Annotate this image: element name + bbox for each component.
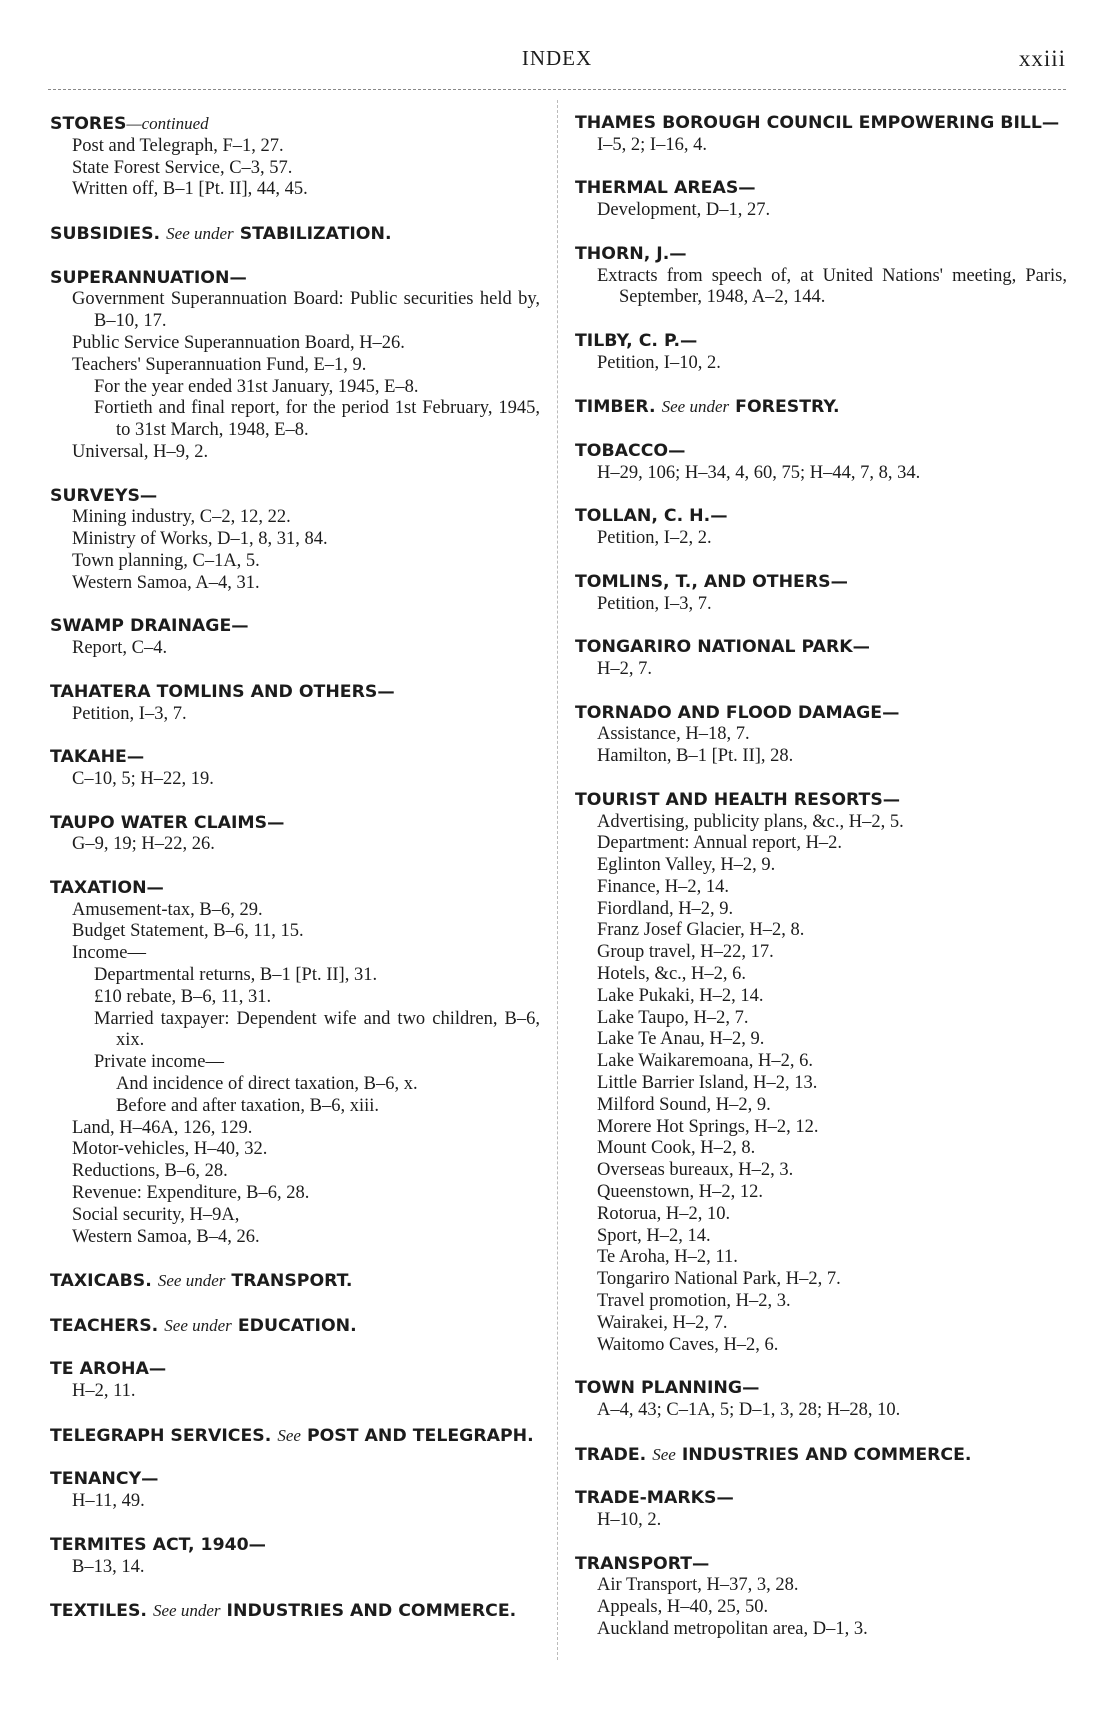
entry-heading <box>575 178 1067 200</box>
entry-subitem: Auckland metropolitan area, D–1, 3. <box>597 1618 868 1639</box>
entry-subitem: Teachers' Superannuation Fund, E–1, 9. <box>72 354 367 375</box>
heading-text: SURVEYS— <box>50 485 158 506</box>
index-entry <box>50 1315 540 1338</box>
see-label: See under <box>164 1315 232 1335</box>
entry-heading <box>50 113 540 136</box>
heading-text: TAXATION— <box>50 877 164 898</box>
entry-subitem: Little Barrier Island, H–2, 13. <box>597 1073 818 1094</box>
index-entry <box>50 682 540 726</box>
index-entry <box>50 268 540 464</box>
entry-subitem: Extracts from speech of, at United Nations' meeting, Paris, September, 1948, A–2, 144. <box>597 265 1067 308</box>
entry-subitem: Lake Pukaki, H–2, 14. <box>597 985 764 1006</box>
entry-subitem: Income— <box>72 943 146 964</box>
entry-subitem: Revenue: Expenditure, B–6, 28. <box>72 1183 310 1204</box>
index-entry <box>575 1554 1067 1641</box>
index-entry <box>50 486 540 595</box>
entry-subitem: Ministry of Works, D–1, 8, 31, 84. <box>72 529 328 550</box>
entry-subitem: H–2, 7. <box>597 658 652 679</box>
entry-heading <box>50 1359 540 1381</box>
entry-subitem: Milford Sound, H–2, 9. <box>597 1094 771 1115</box>
entry-subitem: Advertising, publicity plans, &c., H–2, 5. <box>597 811 904 832</box>
entry-subitem: Travel promotion, H–2, 3. <box>597 1291 791 1312</box>
entry-subitem: H–10, 2. <box>597 1510 662 1530</box>
index-entry <box>575 113 1067 157</box>
entry-subitem: Wairakei, H–2, 7. <box>597 1312 728 1333</box>
entry-subitem: Rotorua, H–2, 10. <box>597 1203 731 1224</box>
entry-heading <box>575 441 1067 463</box>
entry-heading <box>575 113 1067 135</box>
heading-text: TAXICABS. <box>50 1271 152 1292</box>
entry-subitem: Eglinton Valley, H–2, 9. <box>597 855 776 876</box>
index-entry <box>575 441 1067 485</box>
cross-reference <box>50 223 540 246</box>
reference-target: STABILIZATION. <box>239 223 392 244</box>
index-entry <box>575 396 1067 419</box>
reference-target: INDUSTRIES AND COMMERCE. <box>681 1444 972 1465</box>
header-rule <box>48 89 1066 90</box>
entry-subitem: Western Samoa, A–4, 31. <box>72 572 260 593</box>
entry-heading <box>50 682 540 704</box>
heading-text: TEACHERS. <box>50 1315 159 1336</box>
index-entry <box>50 878 540 1249</box>
entry-subitem: Petition, I–3, 7. <box>72 703 187 724</box>
heading-text: TENANCY— <box>50 1469 159 1490</box>
cross-reference <box>575 396 1067 419</box>
entry-heading <box>50 1535 540 1557</box>
entry-subitem: H–29, 106; H–34, 4, 60, 75; H–44, 7, 8, 34. <box>597 462 921 483</box>
entry-subitem: Reductions, B–6, 28. <box>72 1161 228 1182</box>
page-header <box>0 46 1114 76</box>
index-entry <box>575 572 1067 616</box>
heading-text: TILBY, C. P.— <box>575 330 698 351</box>
entry-subitem: Motor-vehicles, H–40, 32. <box>72 1139 268 1160</box>
entry-heading <box>50 878 540 900</box>
entry-subitem: For the year ended 31st January, 1945, E–8. <box>94 376 419 397</box>
cross-reference <box>50 1270 540 1293</box>
entry-subitem: Universal, H–9, 2. <box>72 441 209 462</box>
continued-label: —continued <box>126 114 209 133</box>
entry-subitem: Hamilton, B–1 [Pt. II], 28. <box>597 746 794 767</box>
see-label: See <box>652 1444 676 1464</box>
reference-target: INDUSTRIES AND COMMERCE. <box>226 1601 517 1622</box>
index-entry <box>575 1444 1067 1467</box>
heading-text: TOLLAN, C. H.— <box>575 506 728 527</box>
entry-subitem: Land, H–46A, 126, 129. <box>72 1117 253 1138</box>
index-entry <box>575 331 1067 375</box>
entry-subitem: Report, C–4. <box>72 638 168 659</box>
index-column-right <box>575 113 1067 1663</box>
entry-heading <box>50 268 540 290</box>
index-entry <box>575 178 1067 222</box>
heading-text: TRADE. <box>575 1444 647 1465</box>
page-title: INDEX <box>521 46 593 70</box>
cross-reference <box>575 1444 1067 1467</box>
cross-reference <box>50 1600 540 1623</box>
entry-subitem: Finance, H–2, 14. <box>597 876 730 897</box>
entry-subitem: B–13, 14. <box>72 1556 145 1577</box>
entry-subitem: Department: Annual report, H–2. <box>597 833 843 854</box>
entry-subitem: Private income— <box>94 1052 224 1073</box>
entry-subitem: Mount Cook, H–2, 8. <box>597 1138 756 1159</box>
heading-text: TOURIST AND HEALTH RESORTS— <box>575 789 901 810</box>
index-entry <box>575 244 1067 309</box>
reference-target: FORESTRY. <box>735 397 840 418</box>
entry-subitem: Amusement-tax, B–6, 29. <box>72 899 263 920</box>
page-number: xxiii <box>1018 46 1066 71</box>
index-entry <box>50 1469 540 1513</box>
index-entry <box>575 637 1067 681</box>
entry-subitem: Tongariro National Park, H–2, 7. <box>597 1269 841 1290</box>
see-label: See under <box>157 1271 226 1291</box>
reference-target: TRANSPORT. <box>231 1271 353 1292</box>
index-entry <box>50 616 540 660</box>
entry-heading <box>575 1554 1067 1576</box>
index-entry <box>50 223 540 246</box>
see-label: See under <box>153 1601 221 1621</box>
heading-text: TELEGRAPH SERVICES. <box>50 1425 272 1446</box>
entry-heading <box>575 331 1067 353</box>
heading-text: TOBACCO— <box>575 440 686 461</box>
entry-heading <box>575 1488 1067 1510</box>
entry-subitem: Post and Telegraph, F–1, 27. <box>72 135 284 156</box>
heading-text: THORN, J.— <box>575 243 687 264</box>
entry-subitem: Sport, H–2, 14. <box>597 1225 711 1246</box>
heading-text: TORNADO AND FLOOD DAMAGE— <box>575 702 900 723</box>
entry-heading <box>50 1469 540 1491</box>
entry-heading <box>575 703 1067 725</box>
entry-heading <box>575 244 1067 266</box>
entry-subitem: Married taxpayer: Dependent wife and two children, B–6, xix. <box>94 1008 540 1051</box>
entry-subitem: Morere Hot Springs, H–2, 12. <box>597 1116 819 1137</box>
entry-subitem: C–10, 5; H–22, 19. <box>72 768 214 789</box>
entry-subitem: A–4, 43; C–1A, 5; D–1, 3, 28; H–28, 10. <box>597 1400 901 1421</box>
entry-heading <box>50 747 540 769</box>
entry-subitem: Social security, H–9A, <box>72 1204 240 1225</box>
heading-text: TEXTILES. <box>50 1601 147 1622</box>
heading-text: TERMITES ACT, 1940— <box>50 1534 266 1555</box>
entry-subitem: Assistance, H–18, 7. <box>597 724 750 745</box>
entry-subitem: Queenstown, H–2, 12. <box>597 1182 763 1203</box>
cross-reference <box>50 1315 540 1338</box>
entry-subitem: Public Service Superannuation Board, H–26. <box>72 332 405 353</box>
heading-text: SUPERANNUATION— <box>50 267 247 288</box>
heading-text: STORES <box>50 114 127 134</box>
index-entry <box>50 1359 540 1403</box>
index-entry <box>575 1378 1067 1422</box>
entry-subitem: Petition, I–10, 2. <box>597 352 721 373</box>
heading-text: TAKAHE— <box>50 747 145 768</box>
heading-text: TAUPO WATER CLAIMS— <box>50 812 285 833</box>
heading-text: SWAMP DRAINAGE— <box>50 616 249 637</box>
entry-subitem: Before and after taxation, B–6, xiii. <box>116 1095 380 1116</box>
entry-subitem: Development, D–1, 27. <box>597 200 771 221</box>
entry-subitem: Fiordland, H–2, 9. <box>597 898 734 919</box>
heading-text: TOMLINS, T., AND OTHERS— <box>575 571 848 592</box>
entry-heading <box>575 506 1067 528</box>
entry-heading <box>50 616 540 638</box>
index-entry <box>50 1600 540 1623</box>
heading-text: TONGARIRO NATIONAL PARK— <box>575 637 870 658</box>
entry-subitem: Town planning, C–1A, 5. <box>72 550 260 571</box>
see-label: See under <box>661 397 730 417</box>
entry-subitem: £10 rebate, B–6, 11, 31. <box>94 986 272 1007</box>
entry-subitem: Government Superannuation Board: Public securities held by, B–10, 17. <box>72 289 540 332</box>
entry-subitem: Appeals, H–40, 25, 50. <box>597 1597 769 1618</box>
entry-subitem: Budget Statement, B–6, 11, 15. <box>72 921 304 942</box>
entry-subitem: State Forest Service, C–3, 57. <box>72 157 293 178</box>
entry-subitem: Waitomo Caves, H–2, 6. <box>597 1334 779 1355</box>
index-entry <box>50 113 540 201</box>
index-column-left <box>50 113 540 1645</box>
index-entry <box>50 747 540 791</box>
entry-heading <box>50 813 540 835</box>
entry-heading <box>575 572 1067 594</box>
see-label: See under <box>166 223 234 243</box>
entry-subitem: Departmental returns, B–1 [Pt. II], 31. <box>94 965 378 986</box>
see-label: See <box>277 1425 301 1445</box>
entry-subitem: Mining industry, C–2, 12, 22. <box>72 507 291 528</box>
entry-heading <box>575 1378 1067 1400</box>
index-entry <box>575 703 1067 768</box>
entry-subitem: H–2, 11. <box>72 1381 136 1402</box>
entry-subitem: Air Transport, H–37, 3, 28. <box>597 1575 799 1596</box>
entry-subitem: Group travel, H–22, 17. <box>597 942 774 963</box>
heading-text: THAMES BOROUGH COUNCIL EMPOWERING BILL— <box>575 113 1060 133</box>
heading-text: TRADE-MARKS— <box>575 1488 734 1509</box>
index-entry <box>575 506 1067 550</box>
entry-subitem: Hotels, &c., H–2, 6. <box>597 964 747 985</box>
entry-subitem: H–11, 49. <box>72 1491 145 1512</box>
index-entry <box>50 813 540 857</box>
index-entry <box>50 1425 540 1448</box>
index-entry <box>575 1488 1067 1532</box>
entry-subitem: G–9, 19; H–22, 26. <box>72 834 215 855</box>
entry-subitem: Overseas bureaux, H–2, 3. <box>597 1160 794 1181</box>
entry-subitem: Lake Te Anau, H–2, 9. <box>597 1029 765 1050</box>
entry-heading <box>575 790 1067 812</box>
entry-subitem: I–5, 2; I–16, 4. <box>597 134 707 155</box>
index-entry <box>50 1535 540 1579</box>
entry-subitem: Lake Waikaremoana, H–2, 6. <box>597 1051 813 1072</box>
entry-subitem: Te Aroha, H–2, 11. <box>597 1247 738 1268</box>
entry-subitem: Written off, B–1 [Pt. II], 44, 45. <box>72 179 308 200</box>
index-entry <box>575 790 1067 1357</box>
reference-target: EDUCATION. <box>237 1315 357 1336</box>
heading-text: TRANSPORT— <box>575 1553 710 1574</box>
entry-heading <box>575 637 1067 659</box>
heading-text: TIMBER. <box>575 397 656 418</box>
entry-subitem: And incidence of direct taxation, B–6, x. <box>116 1074 418 1095</box>
index-entry <box>50 1270 540 1293</box>
entry-heading <box>50 486 540 508</box>
column-divider <box>557 100 558 1660</box>
heading-text: THERMAL AREAS— <box>575 178 756 199</box>
entry-subitem: Lake Taupo, H–2, 7. <box>597 1007 749 1028</box>
entry-subitem: Fortieth and final report, for the period 1st February, 1945, to 31st March, 1948, E–8. <box>94 398 540 441</box>
entry-subitem: Franz Josef Glacier, H–2, 8. <box>597 920 805 941</box>
heading-text: TOWN PLANNING— <box>575 1378 760 1399</box>
entry-subitem: Petition, I–2, 2. <box>597 528 712 549</box>
heading-text: TE AROHA— <box>50 1359 167 1380</box>
entry-subitem: Western Samoa, B–4, 26. <box>72 1226 260 1247</box>
heading-text: SUBSIDIES. <box>50 223 161 244</box>
cross-reference <box>50 1425 540 1448</box>
entry-subitem: Petition, I–3, 7. <box>597 593 712 614</box>
reference-target: POST AND TELEGRAPH. <box>306 1425 534 1446</box>
heading-text: TAHATERA TOMLINS AND OTHERS— <box>50 681 395 702</box>
